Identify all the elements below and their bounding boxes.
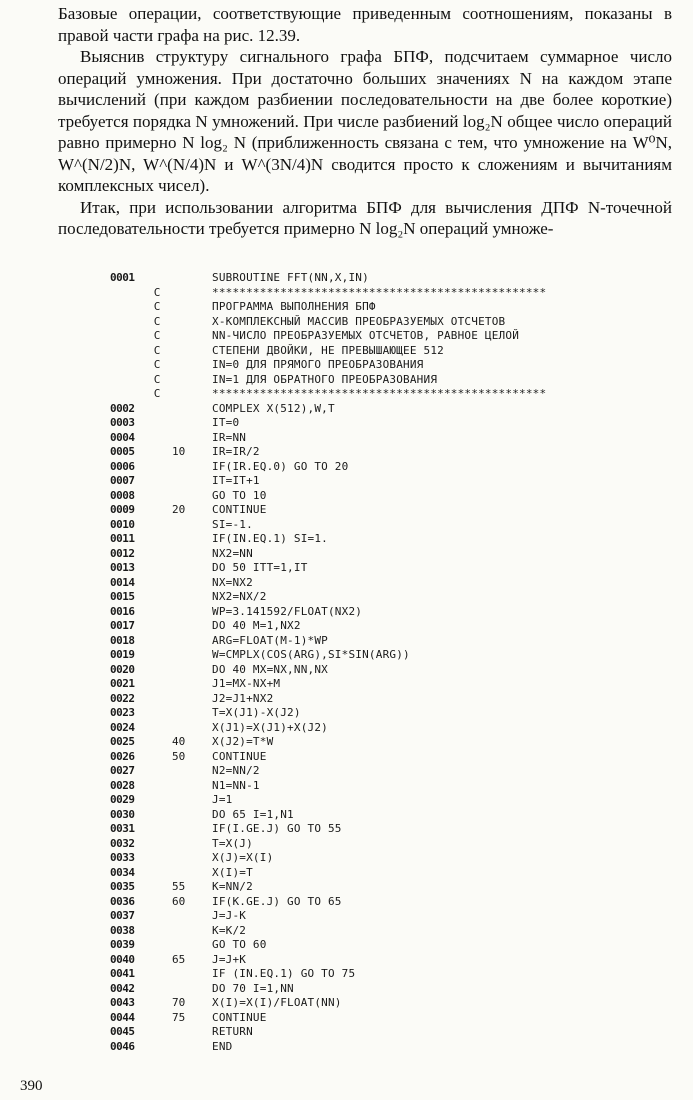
code-line — [110, 518, 630, 533]
statement-label: 65 — [172, 952, 186, 966]
line-number: 0031 — [110, 822, 135, 835]
statement-label — [166, 692, 212, 707]
code-text: X(J)=X(I) — [212, 851, 274, 864]
comment-marker: C — [153, 387, 161, 400]
code-line — [110, 837, 630, 852]
comment-marker — [148, 793, 166, 808]
code-line — [110, 634, 630, 649]
code-line — [110, 982, 630, 997]
line-number: 0042 — [110, 981, 135, 995]
statement-label — [166, 532, 212, 547]
code-text: ************************************************* — [212, 285, 547, 299]
code-text: T=X(J) — [212, 836, 253, 850]
line-number: 0032 — [110, 836, 135, 850]
code-text: N2=NN/2 — [212, 764, 260, 777]
statement-label — [166, 474, 212, 489]
comment-marker — [148, 547, 166, 562]
code-text: NN-ЧИСЛО ПРЕОБРАЗУЕМЫХ ОТСЧЕТОВ, РАВНОЕ ЦЕЛОЙ — [212, 329, 520, 342]
statement-label — [166, 634, 212, 649]
statement-label: 60 — [172, 894, 186, 908]
line-number: 0005 — [110, 445, 135, 458]
statement-label — [166, 489, 212, 504]
line-number: 0018 — [110, 633, 135, 647]
code-text: GO TO 10 — [212, 488, 267, 502]
line-number: 0019 — [110, 648, 135, 661]
line-number: 0011 — [110, 532, 135, 545]
comment-marker — [148, 967, 166, 982]
comment-marker — [148, 474, 166, 489]
comment-marker — [148, 605, 166, 620]
line-number: 0027 — [110, 764, 135, 777]
code-line — [110, 358, 630, 373]
paragraph: Базовые операции, соответствующие приведенным соотношениям, показаны в правой части графа на рис. 12.39. — [58, 4, 672, 45]
statement-label — [166, 286, 212, 301]
comment-marker — [148, 1011, 166, 1026]
statement-label: 50 — [172, 749, 186, 763]
comment-marker — [148, 489, 166, 504]
code-text: DO 50 ITT=1,IT — [212, 561, 308, 574]
comment-marker: C — [153, 343, 161, 357]
code-line — [110, 721, 630, 736]
statement-label — [166, 561, 212, 576]
statement-label — [166, 822, 212, 837]
statement-label — [166, 373, 212, 388]
statement-label: 20 — [172, 503, 186, 516]
code-line — [110, 489, 630, 504]
statement-label — [166, 431, 212, 446]
code-line — [110, 503, 630, 518]
code-text: IR=NN — [212, 430, 247, 444]
code-text: NX2=NX/2 — [212, 590, 267, 603]
statement-label — [166, 1040, 212, 1055]
statement-label — [166, 576, 212, 591]
code-text: X-КОМПЛЕКСНЫЙ МАССИВ ПРЕОБРАЗУЕМЫХ ОТСЧЕТОВ — [212, 314, 506, 328]
code-line — [110, 866, 630, 881]
statement-label — [166, 358, 212, 373]
line-number: 0002 — [110, 401, 135, 415]
statement-label: 75 — [172, 1010, 186, 1024]
line-number: 0029 — [110, 793, 135, 806]
comment-marker — [148, 663, 166, 678]
line-number: 0006 — [110, 459, 135, 473]
comment-marker — [148, 619, 166, 634]
code-text: IF(IR.EQ.0) GO TO 20 — [212, 459, 349, 473]
code-text: IF (IN.EQ.1) GO TO 75 — [212, 967, 356, 980]
code-line — [110, 576, 630, 591]
line-number: 0045 — [110, 1025, 135, 1038]
code-text: IF(IN.EQ.1) SI=1. — [212, 532, 328, 545]
line-number: 0020 — [110, 662, 135, 676]
statement-label — [166, 909, 212, 924]
code-line — [110, 808, 630, 823]
comment-marker — [148, 866, 166, 881]
code-line — [110, 822, 630, 837]
code-text: IR=IR/2 — [212, 445, 260, 458]
statement-label — [166, 967, 212, 982]
line-number: 0003 — [110, 416, 135, 429]
statement-label — [166, 344, 212, 359]
statement-label — [166, 605, 212, 620]
comment-marker: C — [153, 300, 161, 313]
comment-marker — [148, 880, 166, 895]
line-number: 0033 — [110, 851, 135, 864]
line-number — [110, 300, 148, 315]
page-number: 390 — [20, 1078, 43, 1094]
statement-label — [166, 764, 212, 779]
line-number — [110, 286, 148, 301]
statement-label: 55 — [172, 880, 186, 893]
code-line — [110, 300, 630, 315]
line-number — [110, 329, 148, 344]
comment-marker: C — [153, 358, 161, 371]
code-line — [110, 779, 630, 794]
code-text: COMPLEX X(512),W,T — [212, 401, 335, 415]
code-line — [110, 706, 630, 721]
code-line — [110, 286, 630, 301]
code-text: K=K/2 — [212, 923, 247, 937]
code-line — [110, 793, 630, 808]
line-number: 0046 — [110, 1039, 135, 1053]
code-text: NX2=NN — [212, 546, 253, 560]
code-line — [110, 387, 630, 402]
comment-marker — [148, 532, 166, 547]
code-line — [110, 880, 630, 895]
line-number: 0014 — [110, 575, 135, 589]
code-text: IF(I.GE.J) GO TO 55 — [212, 822, 342, 835]
code-text: J=J+K — [212, 952, 247, 966]
statement-label — [166, 518, 212, 533]
code-text: J=J-K — [212, 909, 247, 922]
code-text: CONTINUE — [212, 1010, 267, 1024]
comment-marker — [148, 851, 166, 866]
statement-label: 10 — [172, 445, 186, 458]
code-line — [110, 445, 630, 460]
statement-label — [166, 837, 212, 852]
comment-marker — [148, 924, 166, 939]
line-number: 0021 — [110, 677, 135, 690]
code-line — [110, 851, 630, 866]
code-text: DO 40 MX=NX,NN,NX — [212, 662, 328, 676]
code-text: IF(K.GE.J) GO TO 65 — [212, 894, 342, 908]
code-text: W=CMPLX(COS(ARG),SI*SIN(ARG)) — [212, 648, 410, 661]
code-line — [110, 895, 630, 910]
code-text: IN=0 ДЛЯ ПРЯМОГО ПРЕОБРАЗОВАНИЯ — [212, 358, 424, 371]
code-text: K=NN/2 — [212, 880, 253, 893]
comment-marker — [148, 779, 166, 794]
code-line — [110, 416, 630, 431]
comment-marker — [148, 271, 166, 286]
code-line — [110, 764, 630, 779]
line-number: 0028 — [110, 778, 135, 792]
line-number: 0008 — [110, 488, 135, 502]
statement-label — [166, 387, 212, 402]
line-number — [110, 373, 148, 388]
comment-marker — [148, 953, 166, 968]
comment-marker — [148, 460, 166, 475]
code-text: NX=NX2 — [212, 575, 253, 589]
line-number: 0040 — [110, 952, 135, 966]
comment-marker — [148, 895, 166, 910]
comment-marker — [148, 576, 166, 591]
statement-label — [166, 866, 212, 881]
line-number: 0037 — [110, 909, 135, 922]
code-text: X(I)=T — [212, 865, 253, 879]
comment-marker — [148, 735, 166, 750]
code-text: IT=0 — [212, 416, 240, 429]
code-line — [110, 967, 630, 982]
code-line — [110, 677, 630, 692]
code-text: CONTINUE — [212, 503, 267, 516]
body-text — [58, 3, 672, 240]
statement-label — [166, 402, 212, 417]
comment-marker — [148, 764, 166, 779]
code-line — [110, 547, 630, 562]
comment-marker — [148, 677, 166, 692]
line-number — [110, 387, 148, 402]
code-line — [110, 1011, 630, 1026]
statement-label — [166, 619, 212, 634]
comment-marker — [148, 1025, 166, 1040]
comment-marker: C — [153, 285, 161, 299]
code-text: GO TO 60 — [212, 938, 267, 951]
statement-label — [166, 808, 212, 823]
comment-marker — [148, 996, 166, 1011]
comment-marker: C — [153, 372, 161, 386]
code-line — [110, 619, 630, 634]
code-line — [110, 909, 630, 924]
line-number: 0024 — [110, 720, 135, 734]
code-line — [110, 344, 630, 359]
code-text: J=1 — [212, 793, 233, 806]
fortran-listing — [110, 271, 630, 1054]
comment-marker — [148, 706, 166, 721]
code-text: IT=IT+1 — [212, 474, 260, 487]
statement-label — [166, 460, 212, 475]
code-text: J2=J1+NX2 — [212, 691, 274, 705]
line-number: 0026 — [110, 749, 135, 763]
statement-label — [166, 547, 212, 562]
code-line — [110, 735, 630, 750]
code-line — [110, 924, 630, 939]
line-number — [110, 315, 148, 330]
line-number: 0017 — [110, 619, 135, 632]
code-line — [110, 532, 630, 547]
line-number: 0030 — [110, 807, 135, 821]
comment-marker — [148, 721, 166, 736]
line-number: 0001 — [110, 271, 135, 284]
statement-label — [166, 924, 212, 939]
paragraph: Выяснив структуру сигнального графа БПФ, подсчитаем суммарное число операций умножения. При достаточно больших значениях N на каждом этапе вычислений (при каждом разбиении последовательности на две более короткие) требуется порядка N умножений. При числе разбиений log₂N общее число операций равно примерно N log₂ N (приближенность связана с тем, что умножение на W⁰N, W^(N/2)N, W^(N/4)N и W^(3N/4)N сводится просто к сложениям и вычитаниям комплексных чисел). — [58, 47, 672, 195]
code-text: END — [212, 1039, 233, 1053]
line-number — [110, 344, 148, 359]
comment-marker — [148, 416, 166, 431]
code-text: СТЕПЕНИ ДВОЙКИ, НЕ ПРЕВЫШАЮЩЕЕ 512 — [212, 343, 444, 357]
line-number: 0013 — [110, 561, 135, 574]
comment-marker: C — [153, 329, 161, 342]
code-text: T=X(J1)-X(J2) — [212, 706, 301, 719]
code-text: ПРОГРАММА ВЫПОЛНЕНИЯ БПФ — [212, 300, 376, 313]
comment-marker — [148, 750, 166, 765]
statement-label — [166, 663, 212, 678]
code-text: X(I)=X(I)/FLOAT(NN) — [212, 996, 342, 1009]
comment-marker — [148, 431, 166, 446]
code-line — [110, 271, 630, 286]
code-text: WP=3.141592/FLOAT(NX2) — [212, 604, 363, 618]
statement-label — [166, 1025, 212, 1040]
code-text: DO 70 I=1,NN — [212, 981, 294, 995]
code-line — [110, 329, 630, 344]
comment-marker: C — [153, 314, 161, 328]
statement-label — [166, 779, 212, 794]
comment-marker — [148, 590, 166, 605]
code-line — [110, 431, 630, 446]
comment-marker — [148, 938, 166, 953]
comment-marker — [148, 402, 166, 417]
code-text: ARG=FLOAT(M-1)*WP — [212, 633, 328, 647]
code-text: SI=-1. — [212, 517, 253, 531]
line-number: 0015 — [110, 590, 135, 603]
comment-marker — [148, 503, 166, 518]
statement-label — [166, 300, 212, 315]
statement-label — [166, 721, 212, 736]
code-line — [110, 373, 630, 388]
line-number: 0035 — [110, 880, 135, 893]
paragraph: Итак, при использовании алгоритма БПФ для вычисления ДПФ N-точечной последовательности требуется примерно N log₂N операций умноже- — [58, 197, 672, 238]
line-number — [110, 358, 148, 373]
code-text: IN=1 ДЛЯ ОБРАТНОГО ПРЕОБРАЗОВАНИЯ — [212, 372, 438, 386]
statement-label — [166, 793, 212, 808]
line-number: 0038 — [110, 923, 135, 937]
line-number: 0004 — [110, 430, 135, 444]
code-text: X(J1)=X(J1)+X(J2) — [212, 720, 328, 734]
code-text: CONTINUE — [212, 749, 267, 763]
statement-label — [166, 315, 212, 330]
statement-label: 40 — [172, 735, 186, 748]
statement-label — [166, 271, 212, 286]
code-line — [110, 996, 630, 1011]
comment-marker — [148, 808, 166, 823]
code-text: RETURN — [212, 1025, 253, 1038]
line-number: 0041 — [110, 967, 135, 980]
code-line — [110, 590, 630, 605]
statement-label — [166, 329, 212, 344]
line-number: 0039 — [110, 938, 135, 951]
comment-marker — [148, 1040, 166, 1055]
comment-marker — [148, 634, 166, 649]
line-number: 0023 — [110, 706, 135, 719]
comment-marker — [148, 837, 166, 852]
code-line — [110, 1040, 630, 1055]
comment-marker — [148, 692, 166, 707]
statement-label — [166, 590, 212, 605]
code-line — [110, 474, 630, 489]
code-text: DO 40 M=1,NX2 — [212, 619, 301, 632]
code-line — [110, 750, 630, 765]
code-text: N1=NN-1 — [212, 778, 260, 792]
code-line — [110, 561, 630, 576]
line-number: 0043 — [110, 996, 135, 1009]
code-line — [110, 315, 630, 330]
line-number: 0034 — [110, 865, 135, 879]
line-number: 0016 — [110, 604, 135, 618]
comment-marker — [148, 445, 166, 460]
code-text: J1=MX-NX+M — [212, 677, 281, 690]
code-line — [110, 953, 630, 968]
code-line — [110, 605, 630, 620]
statement-label — [166, 416, 212, 431]
comment-marker — [148, 982, 166, 997]
comment-marker — [148, 561, 166, 576]
code-line — [110, 460, 630, 475]
code-line — [110, 692, 630, 707]
line-number: 0007 — [110, 474, 135, 487]
comment-marker — [148, 648, 166, 663]
statement-label — [166, 677, 212, 692]
code-text: SUBROUTINE FFT(NN,X,IN) — [212, 271, 369, 284]
line-number: 0036 — [110, 894, 135, 908]
code-line — [110, 648, 630, 663]
line-number: 0010 — [110, 517, 135, 531]
code-text: X(J2)=T*W — [212, 735, 274, 748]
comment-marker — [148, 822, 166, 837]
code-text: DO 65 I=1,N1 — [212, 807, 294, 821]
comment-marker — [148, 518, 166, 533]
statement-label — [166, 851, 212, 866]
comment-marker — [148, 909, 166, 924]
code-line — [110, 663, 630, 678]
code-text: ************************************************* — [212, 387, 547, 400]
code-line — [110, 938, 630, 953]
statement-label — [166, 648, 212, 663]
code-line — [110, 402, 630, 417]
statement-label — [166, 982, 212, 997]
line-number: 0012 — [110, 546, 135, 560]
line-number: 0025 — [110, 735, 135, 748]
line-number: 0044 — [110, 1010, 135, 1024]
statement-label: 70 — [172, 996, 186, 1009]
statement-label — [166, 706, 212, 721]
statement-label — [166, 938, 212, 953]
line-number: 0009 — [110, 503, 135, 516]
code-line — [110, 1025, 630, 1040]
line-number: 0022 — [110, 691, 135, 705]
